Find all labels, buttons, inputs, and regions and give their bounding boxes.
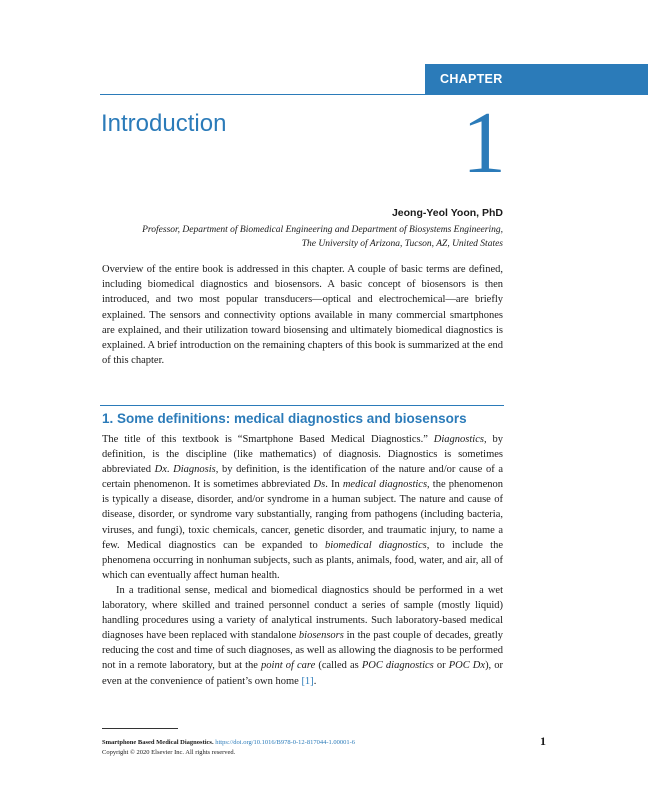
text-run: . In [325, 479, 343, 491]
chapter-rule [100, 94, 648, 95]
term-medical-diagnostics: medical diagnostics [342, 479, 428, 491]
affiliation-line-2: The University of Arizona, Tucson, AZ, United States [301, 239, 503, 249]
doi-link[interactable]: https://doi.org/10.1016/B978-0-12-817044-1.00001-6 [215, 739, 356, 746]
section-heading: 1. Some definitions: medical diagnostics and biosensors [102, 411, 467, 426]
term-poc-dx: POC Dx [448, 660, 486, 672]
term-poc-diagnostics: POC diagnostics [361, 660, 434, 672]
paragraph-2 [102, 583, 503, 689]
author-affiliation [83, 223, 503, 251]
chapter-number: 1 [462, 95, 506, 192]
affiliation-line-1: Professor, Department of Biomedical Engineering and Department of Biosystems Engineering, [142, 225, 503, 235]
term-point-of-care: point of care [261, 660, 316, 672]
term-diagnosis: Diagnosis [173, 464, 216, 476]
text-run: In a traditional sense, medical and biomedical diagnostics should be performed in a wet laboratory, where skilled and trained personnel conduct a series of sample (mostly liquid) handling procedures using a variety of analytical instruments. Such laboratory-based medical diagnoses have been replaced with standalone [102, 584, 503, 642]
term-biosensors: biosensors [298, 630, 344, 642]
page-footer [102, 738, 502, 758]
chapter-abstract: Overview of the entire book is addressed in this chapter. A couple of basic terms are defined, including biomedical diagnostics and biosensors. A basic concept of biosensors is then introduced, and two most popular transducers—optical and electrochemical—are briefly explained. The sensors and connectivity options available in many commercial smartphones are explained, and their utilization toward biosensing and ultimately biomedical diagnostics is explained. A brief introduction on the remaining chapters of this book is summarized at the end of this chapter. [102, 264, 503, 367]
text-run: . [166, 464, 174, 476]
chapter-label: CHAPTER [425, 64, 648, 94]
term-diagnostics: Diagnostics [433, 434, 484, 445]
paragraph-1 [102, 432, 503, 583]
text-run: , by definition, is the identification of the nature and/or cause of a certain phenomenon. It is sometimes abbreviated [102, 464, 504, 491]
term-ds: Ds [313, 479, 326, 491]
text-run: The title of this textbook is “Smartphone Based Medical Diagnostics.” [102, 434, 434, 445]
footer-rule [102, 728, 178, 729]
page-number: 1 [540, 734, 546, 748]
chapter-title: Introduction [101, 110, 227, 137]
section-rule [100, 405, 504, 406]
text-run: (called as [315, 660, 362, 672]
term-biomedical-diagnostics: biomedical diagnostics [324, 539, 427, 551]
text-run: ), or even at the convenience of patient’s own home [102, 660, 504, 687]
text-run: or [433, 660, 449, 672]
text-run: in the past couple of decades, greatly reducing the cost and time of such diagnoses, as well as allowing the diagnosis to be performed not in a remote laboratory, but at the [102, 630, 503, 672]
text-run: , the phenomenon is typically a disease, disorder, and/or syndrome in a human subject. The nature and cause of disease, disorder, or syndrome vary substantially, ranging from pathogens (including bacteria, viruses, and fungi), toxic chemicals, cancer, genetic disorder, and traumatic injury, to name a few. Medical diagnostics can be expanded to [102, 479, 503, 551]
author-name: Jeong-Yeol Yoon, PhD [391, 207, 503, 219]
reference-link[interactable]: [1] [301, 675, 314, 687]
footer-copyright: Copyright © 2020 Elsevier Inc. All rights reserved. [102, 749, 236, 756]
text-run: , to include the phenomena occurring in nonhuman subjects, such as plants, animals, food, water, and air, all of which can eventually affect human health. [102, 539, 503, 581]
body-text [102, 432, 503, 689]
text-run: . [313, 675, 317, 687]
term-dx: Dx [154, 464, 167, 476]
text-run: , by definition, is the discipline (like mathematics) of diagnosis. Diagnostics is sometimes abbreviated [102, 434, 503, 476]
footer-book-title: Smartphone Based Medical Diagnostics. [102, 739, 214, 746]
